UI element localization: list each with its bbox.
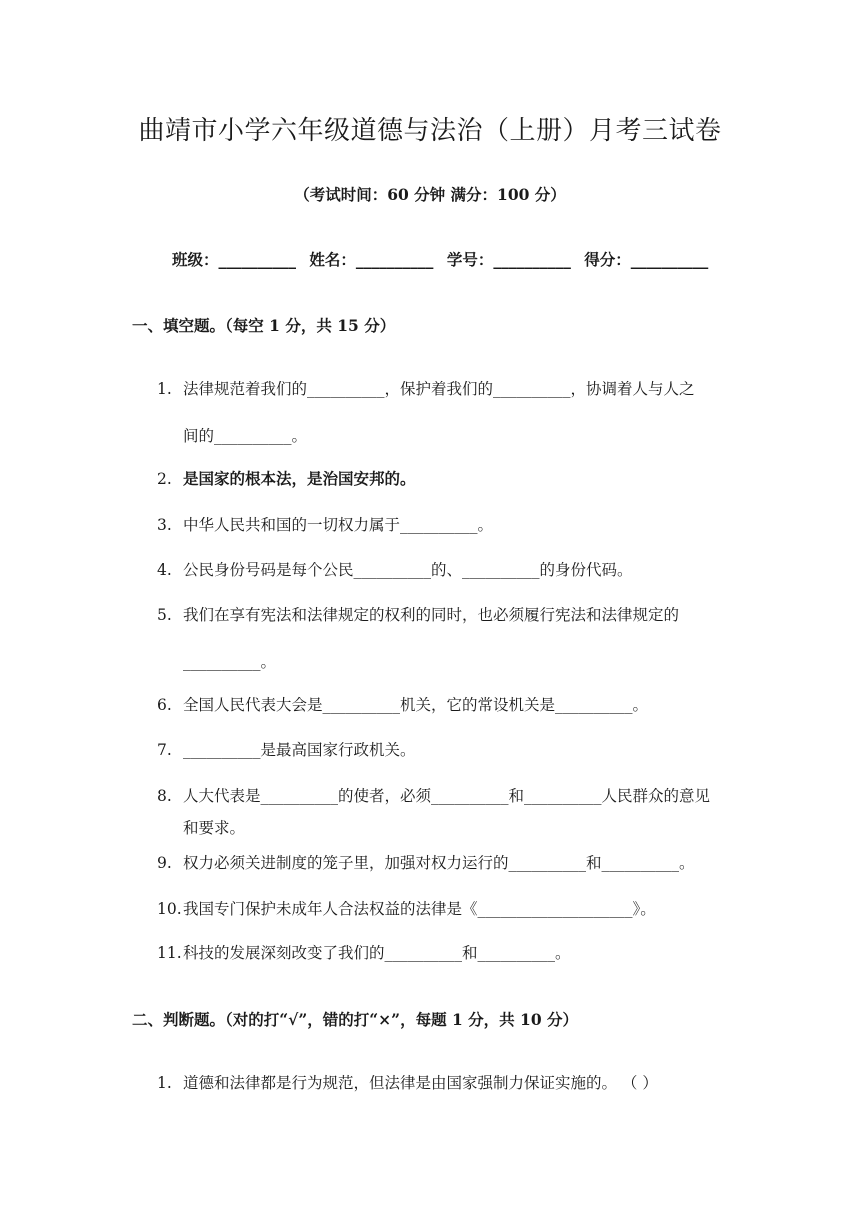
question-number: 1. bbox=[157, 1074, 172, 1092]
question-number: 10. bbox=[157, 900, 182, 918]
question-text-continued: 和要求。 bbox=[183, 819, 246, 837]
section-heading-fill-blank: 一、填空题。（每空 1 分，共 15 分） bbox=[132, 316, 396, 335]
section-heading-true-false: 二、判断题。（对的打“√”，错的打“×”，每题 1 分，共 10 分） bbox=[132, 1010, 579, 1029]
question-number: 7. bbox=[157, 741, 172, 759]
question-text: 全国人民代表大会是__________机关，它的常设机关是__________。 bbox=[183, 696, 649, 714]
question-number: 2. bbox=[157, 470, 172, 488]
question-text: 人大代表是__________的使者，必须__________和__________人民群众的意见 bbox=[183, 787, 711, 805]
question-text: 我国专门保护未成年人合法权益的法律是《____________________》。 bbox=[183, 900, 656, 918]
question-text: 公民身份号码是每个公民__________的、__________的身份代码。 bbox=[183, 561, 633, 579]
student-id-field[interactable]: 学号：__________ bbox=[446, 250, 571, 269]
question-number: 11. bbox=[157, 944, 182, 962]
question-text: 权力必须关进制度的笼子里，加强对权力运行的__________和__________。 bbox=[183, 854, 695, 872]
question-text: 是国家的根本法，是治国安邦的。 bbox=[183, 469, 416, 488]
student-info-row bbox=[172, 248, 732, 270]
question-text-continued: 间的__________。 bbox=[183, 427, 308, 445]
name-field[interactable]: 姓名：__________ bbox=[309, 250, 434, 269]
question-number: 9. bbox=[157, 854, 172, 872]
class-field[interactable]: 班级：__________ bbox=[172, 250, 297, 269]
question-number: 8. bbox=[157, 787, 172, 805]
question-text: 道德和法律都是行为规范，但法律是由国家强制力保证实施的。 （ ） bbox=[183, 1074, 658, 1092]
question-number: 3. bbox=[157, 516, 172, 534]
question-text: 中华人民共和国的一切权力属于__________。 bbox=[183, 516, 494, 534]
score-field[interactable]: 得分：__________ bbox=[584, 250, 709, 269]
question-text: 我们在享有宪法和法律规定的权利的同时，也必须履行宪法和法律规定的 bbox=[183, 606, 680, 624]
question-number: 5. bbox=[157, 606, 172, 624]
page-title: 曲靖市小学六年级道德与法治（上册）月考三试卷 bbox=[138, 116, 722, 146]
question-number: 6. bbox=[157, 696, 172, 714]
question-number: 4. bbox=[157, 561, 172, 579]
question-text: 法律规范着我们的__________，保护着我们的__________，协调着人与人之 bbox=[183, 380, 695, 398]
question-text-continued: __________。 bbox=[183, 653, 277, 671]
question-number: 1. bbox=[157, 380, 172, 398]
exam-subtitle: （考试时间：60 分钟 满分：100 分） bbox=[294, 185, 566, 204]
question-text: __________是最高国家行政机关。 bbox=[183, 741, 416, 759]
question-text: 科技的发展深刻改变了我们的__________和__________。 bbox=[183, 944, 571, 962]
